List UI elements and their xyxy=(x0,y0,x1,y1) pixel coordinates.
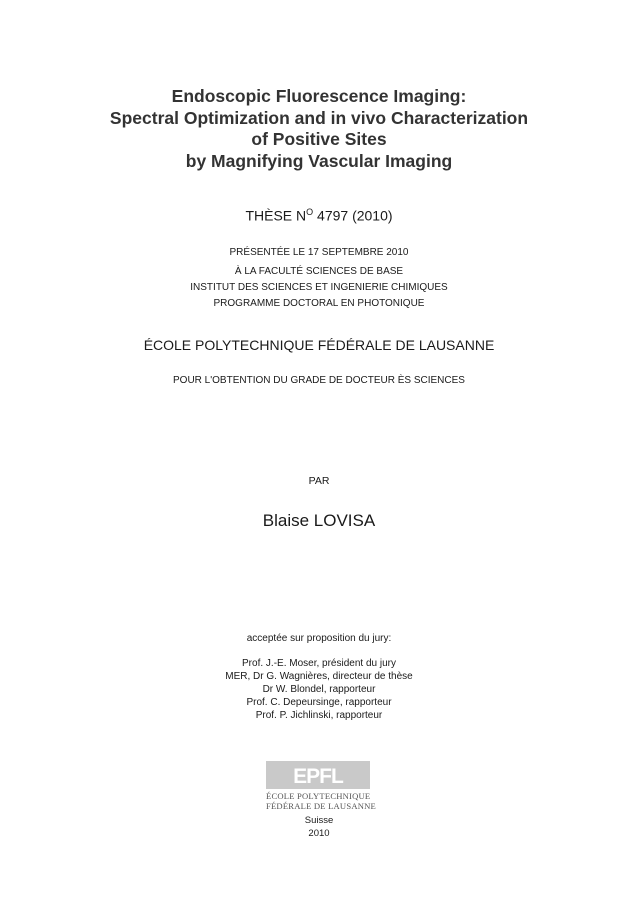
thesis-number-value: 4797 (2010) xyxy=(313,207,393,224)
thesis-number-label: THÈSE N xyxy=(245,207,307,224)
school-name: ÉCOLE POLYTECHNIQUE FÉDÉRALE DE LAUSANNE xyxy=(143,337,495,353)
thesis-title-line-3: of Positive Sites xyxy=(251,129,387,149)
jury-member: MER, Dr G. Wagnières, directeur de thèse xyxy=(225,671,413,682)
faculty: À LA FACULTÉ SCIENCES DE BASE xyxy=(234,266,404,277)
author-name: Blaise LOVISA xyxy=(262,511,376,530)
epfl-logo-mark xyxy=(266,761,370,789)
jury-member: Prof. J.-E. Moser, président du jury xyxy=(242,658,396,669)
thesis-number-superscript: O xyxy=(306,207,314,217)
institute: INSTITUT DES SCIENCES ET INGENIERIE CHIMIQUES xyxy=(190,282,448,293)
thesis-number xyxy=(0,207,638,224)
by-label: PAR xyxy=(308,475,330,487)
epfl-logo-line-1: ÉCOLE POLYTECHNIQUE xyxy=(266,791,371,801)
epfl-logo xyxy=(266,761,376,811)
thesis-title-line-4: by Magnifying Vascular Imaging xyxy=(185,151,453,171)
jury-member: Prof. P. Jichlinski, rapporteur xyxy=(255,710,383,721)
doctoral-program: PROGRAMME DOCTORAL EN PHOTONIQUE xyxy=(213,298,425,309)
presentation-date: PRÉSENTÉE LE 17 SEPTEMBRE 2010 xyxy=(229,247,409,258)
jury-member: Dr W. Blondel, rapporteur xyxy=(262,684,376,695)
jury-intro: acceptée sur proposition du jury: xyxy=(246,633,392,644)
epfl-logo-text xyxy=(266,791,376,811)
country: Suisse xyxy=(304,815,334,826)
thesis-title-line-1: Endoscopic Fluorescence Imaging: xyxy=(171,86,467,106)
jury-member: Prof. C. Depeursinge, rapporteur xyxy=(246,697,392,708)
degree-purpose: POUR L'OBTENTION DU GRADE DE DOCTEUR ÈS SCIENCES xyxy=(173,375,465,386)
epfl-logo-wordmark: EPFL xyxy=(293,765,343,788)
epfl-logo-line-2: FÉDÉRALE DE LAUSANNE xyxy=(266,801,376,811)
thesis-title-line-2: Spectral Optimization and in vivo Characterization xyxy=(109,108,529,128)
year: 2010 xyxy=(308,828,330,839)
